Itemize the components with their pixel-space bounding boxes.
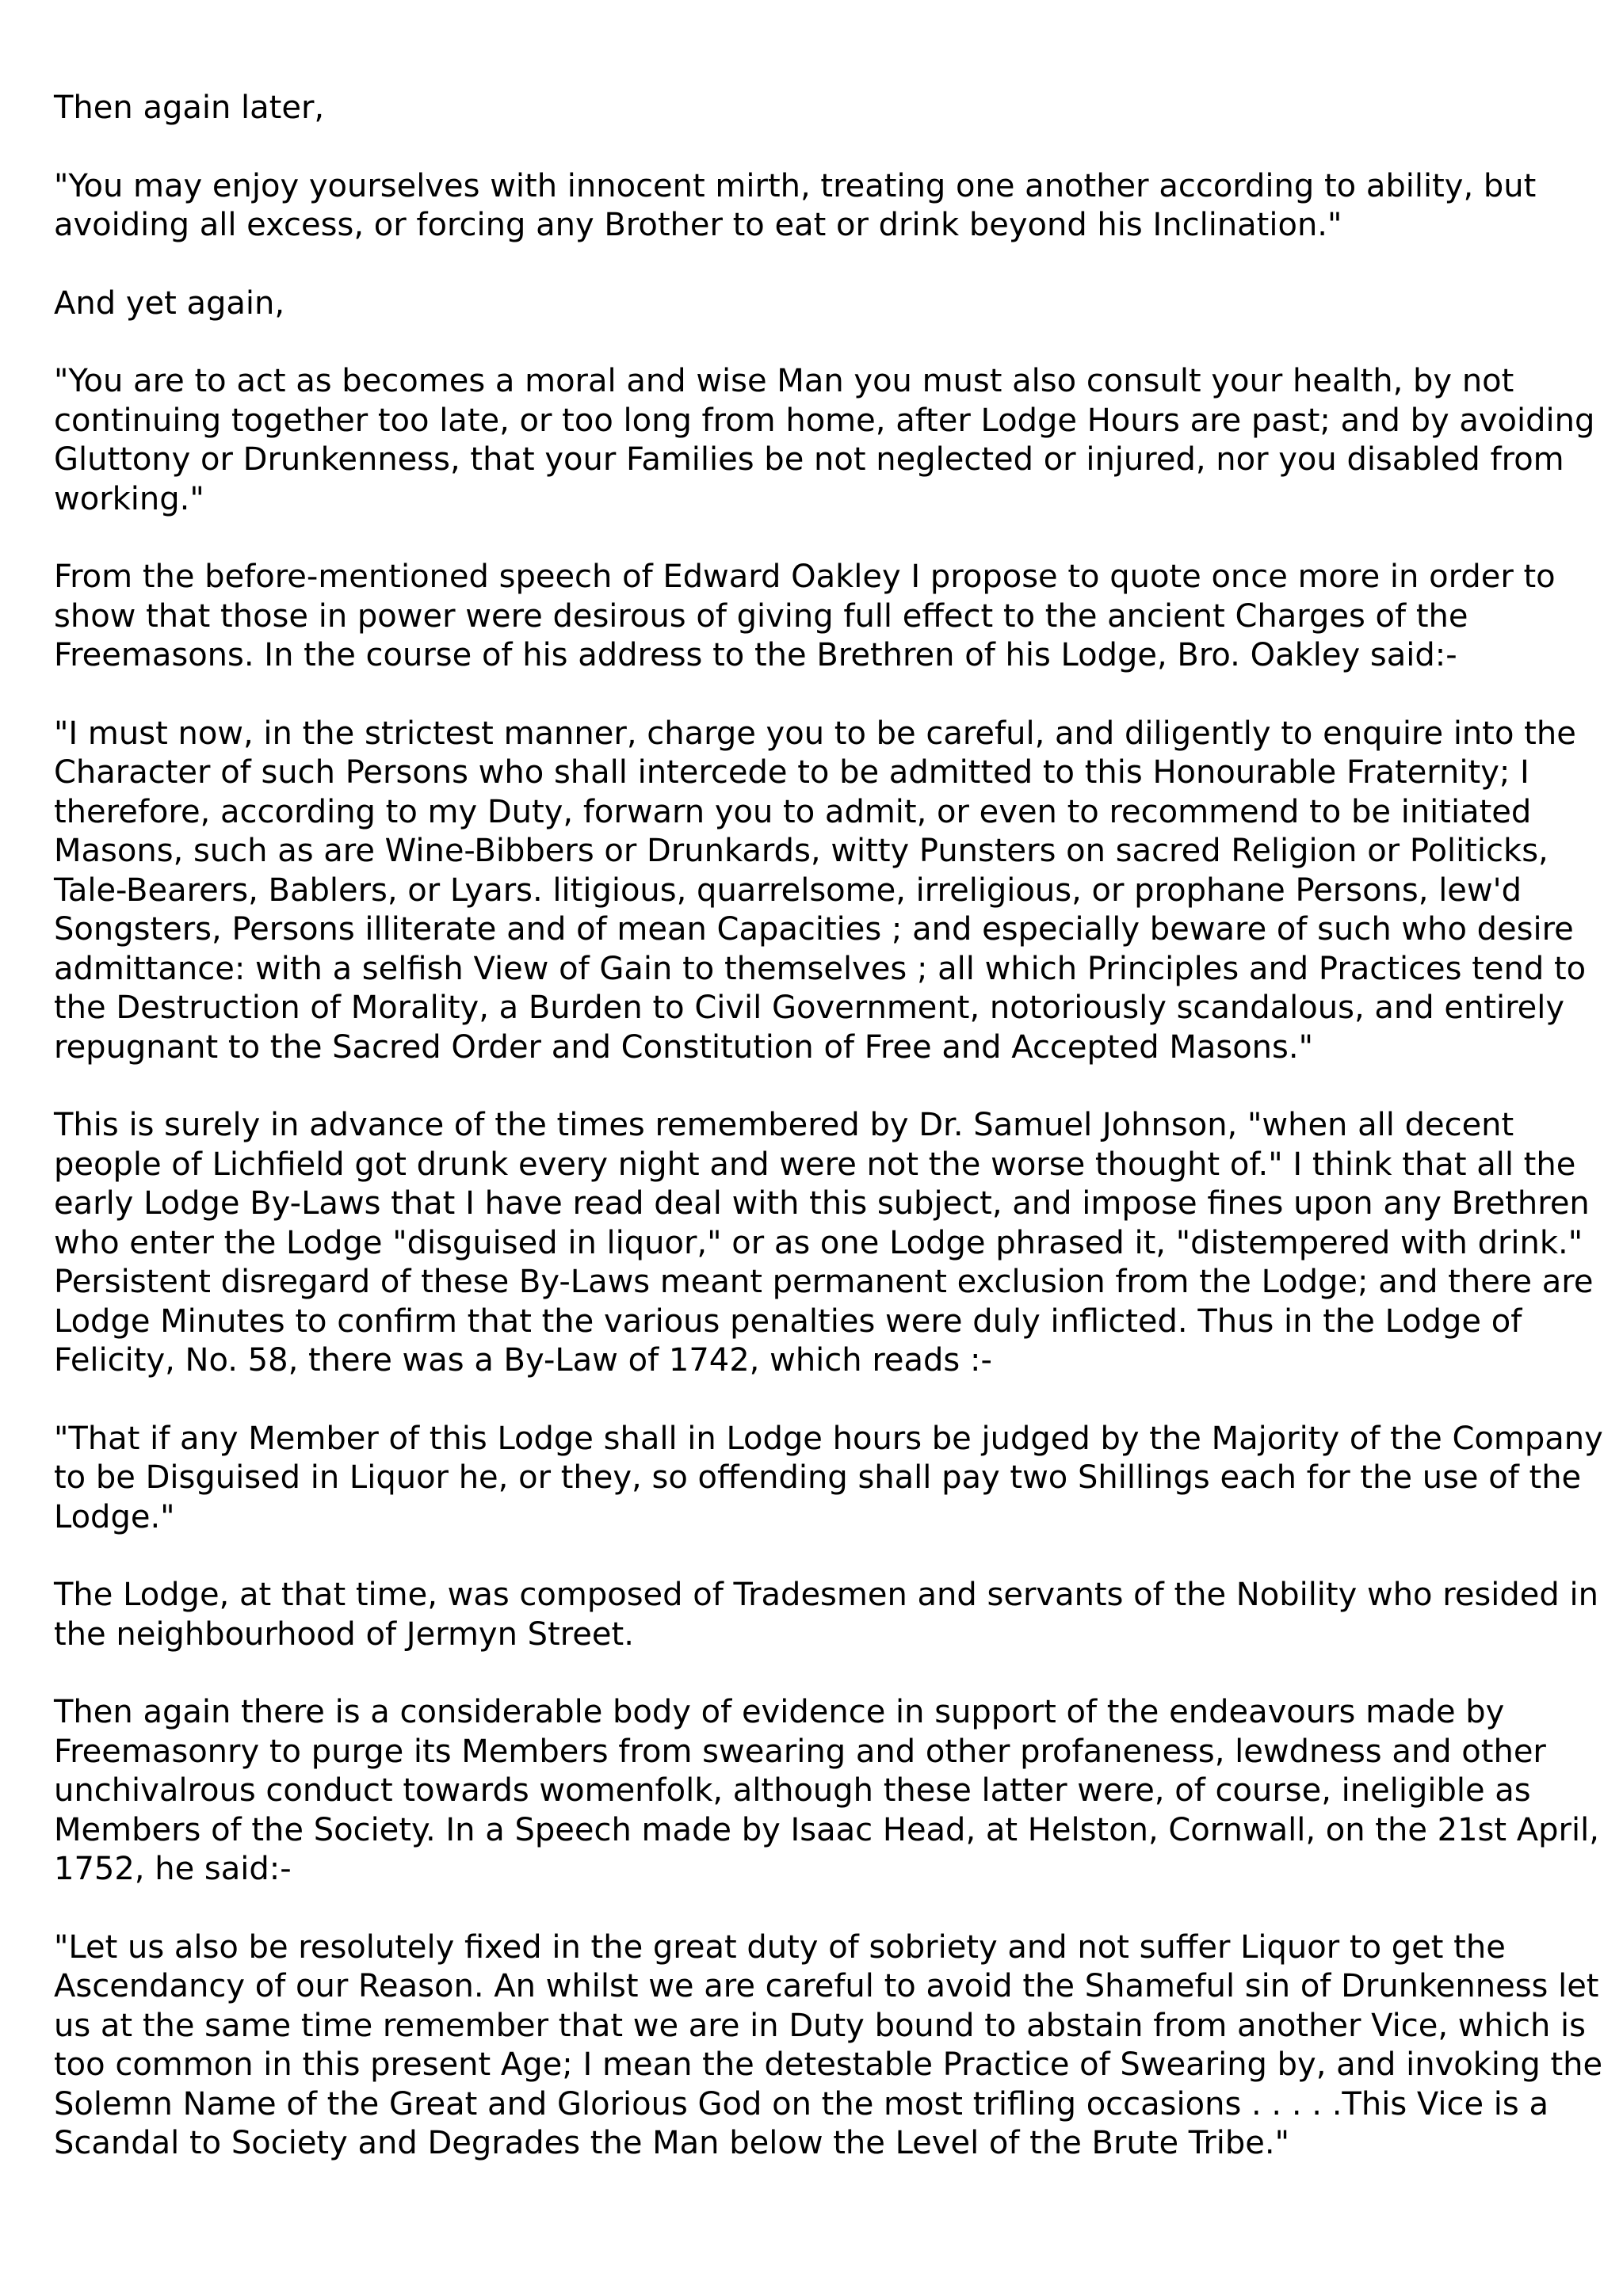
- paragraph-edward-oakley-speech: From the before-mentioned speech of Edward Oakley I propose to quote once more in order to show that those in power were desirous of giving full effect to the ancient Charges of the Freemasons. In the course of his address to the Brethren of his Lodge, Bro. Oakley said:-: [54, 559, 1556, 673]
- paragraph-then-again-later: Then again later,: [54, 90, 325, 126]
- paragraph-samuel-johnson: This is surely in advance of the times remembered by Dr. Samuel Johnson, "when all decent people of Lichfield got drunk every night and were not the worse thought of." I think that all the early Lodge By-Laws that I have read deal with this subject, and impose fines upon any Brethren who enter the Lodge "disguised in liquor," or as one Lodge phrased it, "distempered with drink." Persistent disregard of these By-Laws meant permanent exclusion from the Lodge; and there are Lodge Minutes to confirm that the various penalties were duly inflicted. Thus in the Lodge of Felicity, No. 58, there was a By-Law of 1742, which reads :-: [54, 1107, 1594, 1379]
- paragraph-quote-innocent-mirth: "You may enjoy yourselves with innocent mirth, treating one another according to ability, but avoiding all excess, or forcing any Brother to eat or drink beyond his Inclination.": [54, 167, 1537, 243]
- document-body: [54, 89, 1607, 2203]
- paragraph-and-yet-again: And yet again,: [54, 284, 285, 322]
- paragraph-quote-moral-and-wise-man: "You are to act as becomes a moral and wise Man you must also consult your health, by not continuing together too late, or too long from home, after Lodge Hours are past; and by avoiding Gluttony or Drunkenness, that your Families be not neglected or injured, nor you disabled from working.": [54, 363, 1595, 517]
- paragraph-quote-oakley-charge: "I must now, in the strictest manner, charge you to be careful, and diligently to enquire into the Character of such Persons who shall intercede to be admitted to this Honourable Fraternity; I therefore, according to my Duty, forwarn you to admit, or even to recommend to be initiated Masons, such as are Wine-Bibbers or Drunkards, witty Punsters on sacred Religion or Politicks, Tale-Bearers, Bablers, or Lyars. litigious, quarrelsome, irreligious, or prophane Persons, lew'd Songsters, Persons illiterate and of mean Capacities ; and especially beware of such who desire admittance: with a selfish View of Gain to themselves ; all which Principles and Practices tend to the Destruction of Morality, a Burden to Civil Government, notoriously scandalous, and entirely repugnant to the Sacred Order and Constitution of Free and Accepted Masons.": [54, 715, 1587, 1066]
- paragraph-quote-sobriety: "Let us also be resolutely fixed in the great duty of sobriety and not suffer Liquor to get the Ascendancy of our Reason. An whilst we are careful to avoid the Shameful sin of Drunkenness let us at the same time remember that we are in Duty bound to abstain from another Vice, which is too common in this present Age; I mean the detestable Practice of Swearing by, and invoking the Solemn Name of the Great and Glorious God on the most trifling occasions . . . . .This Vice is a Scandal to Society and Degrades the Man below the Level of the Brute Tribe.": [54, 1928, 1603, 2161]
- paragraph-lodge-composition: The Lodge, at that time, was composed of Tradesmen and servants of the Nobility who resided in the neighbourhood of Jermyn Street.: [54, 1577, 1598, 1653]
- paragraph-isaac-head-speech: Then again there is a considerable body of evidence in support of the endeavours made by Freemasonry to purge its Members from swearing and other profaneness, lewdness and other unchivalrous conduct towards womenfolk, although these latter were, of course, ineligible as Members of the Society. In a Speech made by Isaac Head, at Helston, Cornwall, on the 21st April, 1752, he said:-: [54, 1694, 1599, 1887]
- paragraph-quote-by-law-1742: "That if any Member of this Lodge shall in Lodge hours be judged by the Majority of the Company to be Disguised in Liquor he, or they, so offending shall pay two Shillings each for the use of the Lodge.": [54, 1420, 1603, 1535]
